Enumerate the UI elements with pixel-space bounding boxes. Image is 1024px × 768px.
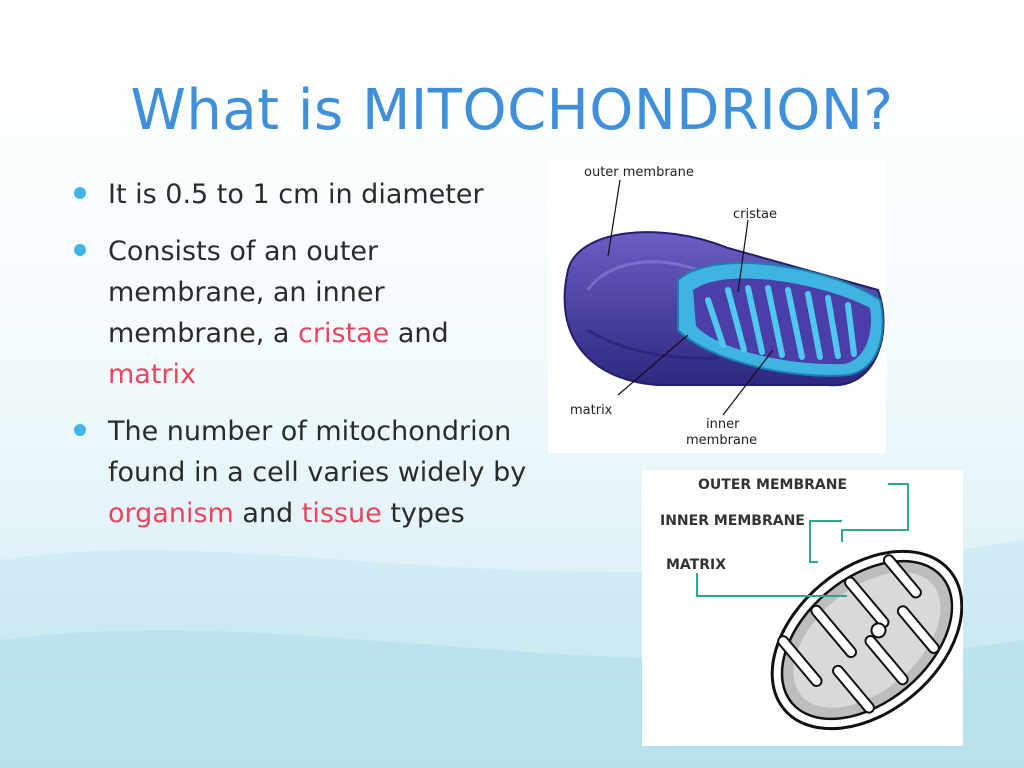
bullet-dot-icon bbox=[74, 244, 86, 256]
bullet-dot-icon bbox=[74, 424, 86, 436]
label-outer-membrane: OUTER MEMBRANE bbox=[698, 477, 848, 493]
bullet-item-diameter bbox=[72, 174, 532, 215]
label-cristae: cristae bbox=[733, 207, 777, 222]
label-inner-line1: inner bbox=[706, 417, 740, 432]
highlight-tissue: tissue bbox=[301, 498, 382, 529]
bullet-text: Consists of an outer membrane, an inner membrane, a bbox=[108, 236, 385, 349]
label-inner-line2: membrane bbox=[686, 433, 758, 448]
highlight-organism: organism bbox=[108, 498, 234, 529]
label-outer-membrane: outer membrane bbox=[584, 165, 694, 180]
mitochondrion-3d-figure bbox=[548, 160, 886, 453]
bullet-text: and bbox=[233, 498, 302, 529]
bullet-list bbox=[72, 174, 532, 550]
highlight-cristae: cristae bbox=[298, 318, 390, 349]
bullet-text: types bbox=[381, 498, 465, 529]
highlight-matrix: matrix bbox=[108, 359, 197, 390]
label-matrix: MATRIX bbox=[666, 557, 727, 573]
label-inner-membrane: INNER MEMBRANE bbox=[660, 513, 805, 529]
bullet-item-number bbox=[72, 411, 532, 534]
slide-title: What is MITOCHONDRION? bbox=[130, 78, 894, 143]
bullet-text: It is 0.5 to 1 cm in diameter bbox=[108, 179, 484, 210]
bullet-dot-icon bbox=[74, 187, 86, 199]
mitochondrion-line-figure bbox=[642, 470, 963, 746]
mitochondrion-line-diagram bbox=[642, 470, 963, 746]
mitochondrion-3d-diagram bbox=[548, 160, 886, 453]
bullet-item-structure bbox=[72, 231, 532, 395]
label-matrix: matrix bbox=[570, 403, 613, 418]
bullet-text: and bbox=[389, 318, 449, 349]
bullet-text: The number of mitochondrion found in a cell varies widely by bbox=[108, 416, 527, 488]
